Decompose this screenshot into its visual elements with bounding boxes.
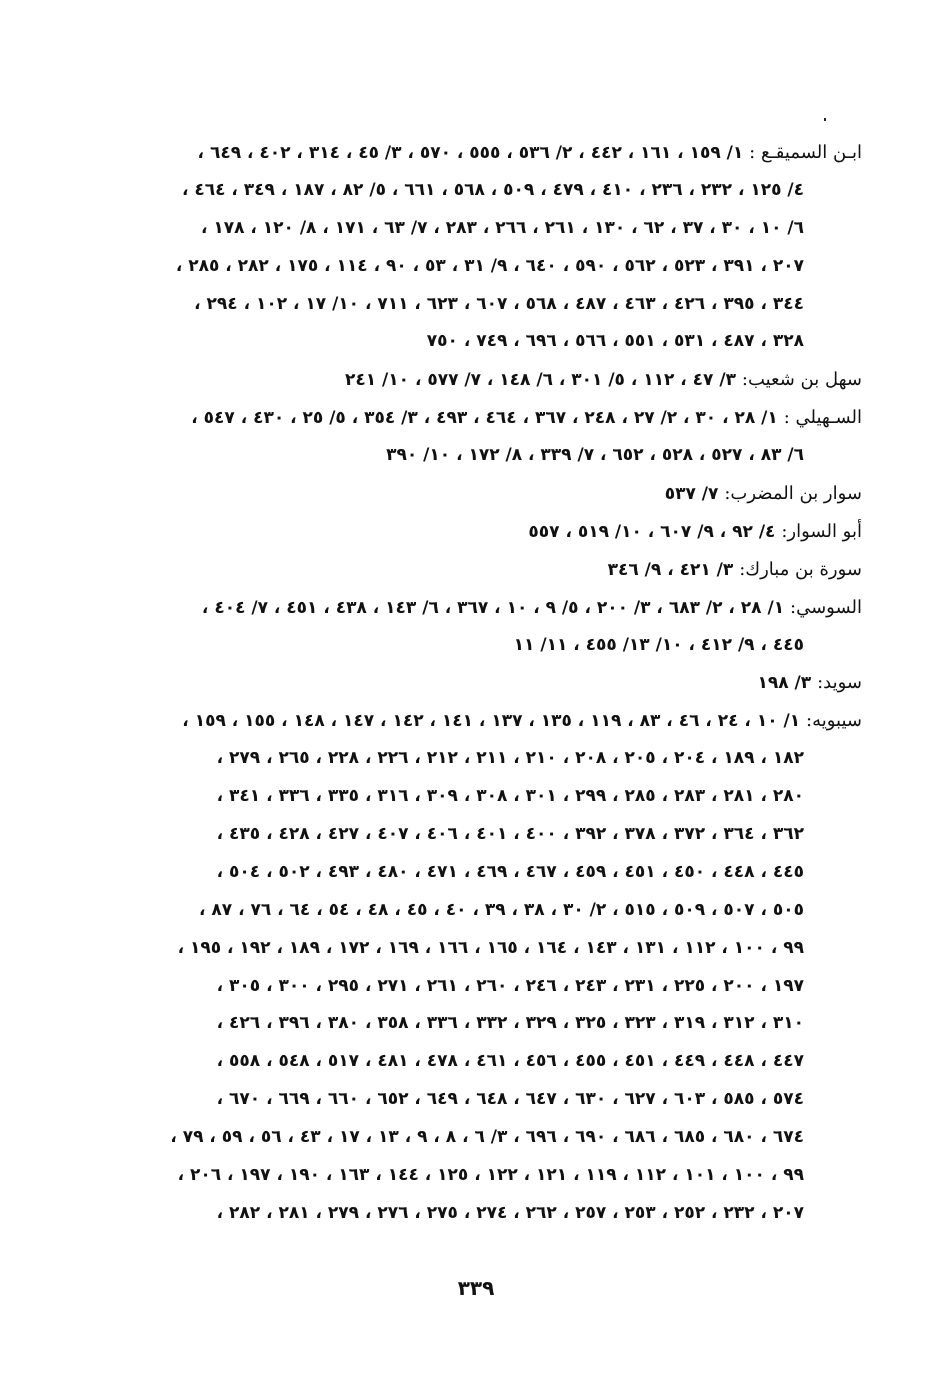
entry-head: سهل بن شعيب: [741,369,862,391]
entry-refs: ١/ ١٥٩ ، ١٦١ ، ٤٤٢ ، ٢/ ٥٣٦ ، ٥٥٥ ، ٥٧٠ ، ٣/ ٤٥ ، ٣١٤ ، ٤٠٢ ، ٦٤٩ ، [197,143,744,163]
index-entry-line [114,513,862,551]
entry-refs: ٤٤٥ ، ٤٤٨ ، ٤٥٠ ، ٤٥١ ، ٤٥٩ ، ٤٦٧ ، ٤٦٩ ، ٤٧١ ، ٤٨٠ ، ٤٩٣ ، ٥٠٢ ، ٥٠٤ ، [216,861,804,882]
entry-refs: ٣/ ٤٢١ ، ٩/ ٣٤٦ [607,559,734,580]
entry-refs: ٢٨٠ ، ٢٨١ ، ٢٨٣ ، ٢٨٥ ، ٢٩٩ ، ٣٠١ ، ٣٠٨ ، ٣٠٩ ، ٣١٦ ، ٣٣٥ ، ٣٣٦ ، ٣٤١ ، [216,786,804,807]
entry-head: سورة بن مبارك: [739,558,862,580]
index-entry-line [114,399,862,437]
index-entry-line [114,627,862,665]
entry-refs: ٧/ ٥٣٧ [664,484,719,505]
entry-head: ابـن السميقـع : [749,142,862,163]
entry-refs: ٩٩ ، ١٠٠ ، ١٠١ ، ١١٢ ، ١١٩ ، ١٢١ ، ١٢٢ ، ١٢٥ ، ١٤٤ ، ١٦٣ ، ١٩٠ ، ١٩٧ ، ٢٠٦ ، [177,1165,804,1186]
entry-refs: ٣/ ٤٧ ، ١١٢ ، ٥/ ٣٠١ ، ٦/ ١٤٨ ، ٧/ ٥٧٧ ، ١٠/ ٢٤١ [344,370,736,391]
index-entry-line [114,286,862,324]
index-entry-line [114,323,862,361]
entry-head: السوسي: [790,596,862,618]
entry-head: السـهيلي : [783,407,862,429]
index-entry-line [114,854,862,892]
entry-refs: ٢٠٧ ، ٣٩١ ، ٥٢٣ ، ٥٦٢ ، ٥٩٠ ، ٦٤٠ ، ٩/ ٣١ ، ٥٣ ، ٩٠ ، ١١٤ ، ١٧٥ ، ٢٨٢ ، ٢٨٥ ، [175,255,804,276]
index-entry-line [114,892,862,930]
index-entry-line [114,551,862,589]
entry-refs: ٤/ ٩٢ ، ٩/ ٦٠٧ ، ١٠/ ٥١٩ ، ٥٥٧ [528,521,776,542]
entry-refs: ٦٧٤ ، ٦٨٠ ، ٦٨٥ ، ٦٨٦ ، ٦٩٠ ، ٦٩٦ ، ٣/ ٦ ، ٨ ، ٩ ، ١٣ ، ١٧ ، ٤٣ ، ٥٦ ، ٥٩ ، ٧٩ ، [170,1127,804,1148]
entry-refs: ٢٠٧ ، ٢٣٢ ، ٢٥٢ ، ٢٥٣ ، ٢٥٧ ، ٢٦٢ ، ٢٧٤ ، ٢٧٥ ، ٢٧٦ ، ٢٧٩ ، ٢٨١ ، ٢٨٢ ، [216,1202,804,1223]
index-entry-line [114,930,862,968]
index-entry-line [114,248,862,286]
entry-refs: ١/ ٢٨ ، ٢/ ٦٨٣ ، ٣/ ٢٠٠ ، ٥/ ٩ ، ١٠ ، ٣٦٧ ، ٦/ ١٤٣ ، ٤٣٨ ، ٤٥١ ، ٧/ ٤٠٤ ، [201,597,785,618]
index-entry-line [114,1119,862,1157]
entry-refs: ٣١٠ ، ٣١٢ ، ٣١٩ ، ٣٢٣ ، ٣٢٥ ، ٣٢٩ ، ٣٣٢ ، ٣٣٦ ، ٣٥٨ ، ٣٨٠ ، ٣٩٦ ، ٤٢٦ ، [216,1013,804,1034]
ink-speck [824,118,826,121]
index-entry-line [114,1005,862,1043]
entry-head: أبو السوار: [781,520,862,542]
index-entry-line [114,1195,862,1233]
index-entry-line [114,968,862,1006]
entry-refs: ٥٧٤ ، ٥٨٥ ، ٦٠٣ ، ٦٢٧ ، ٦٣٠ ، ٦٤٧ ، ٦٤٨ ، ٦٤٩ ، ٦٥٢ ، ٦٦٠ ، ٦٦٩ ، ٦٧٠ ، [216,1089,804,1110]
entry-refs: ١٨٢ ، ١٨٩ ، ٢٠٤ ، ٢٠٥ ، ٢٠٨ ، ٢١٠ ، ٢١١ ، ٢١٢ ، ٢٢٦ ، ٢٢٨ ، ٢٦٥ ، ٢٧٩ ، [216,748,804,769]
entry-head: سوار بن المضرب: [724,483,862,505]
entry-refs: ٣/ ١٩٨ [757,673,812,694]
index-entry-line [114,740,862,778]
entry-refs: ٦/ ١٠ ، ٣٠ ، ٣٧ ، ٦٢ ، ١٣٠ ، ٢٦١ ، ٢٦٦ ، ٢٨٣ ، ٧/ ٦٣ ، ١٧١ ، ٨/ ١٢٠ ، ١٧٨ ، [200,217,804,238]
entry-refs: ٤٤٥ ، ٩/ ٤١٢ ، ١٠/ ١٣/ ٤٥٥ ، ١١/ ١١ [513,634,804,655]
index-entry-line [114,778,862,816]
entry-refs: ١/ ٢٨ ، ٣٠ ، ٢/ ٢٧ ، ٢٤٨ ، ٣٦٧ ، ٤٦٤ ، ٤٩٣ ، ٣/ ٣٥٤ ، ٥/ ٢٥ ، ٤٣٠ ، ٥٤٧ ، [191,408,778,429]
entry-head: سويد: [817,672,862,694]
index-entry-line [114,816,862,854]
page-number: ٣٣٩ [457,1276,495,1300]
index-entry-line [114,702,862,740]
entry-refs: ٣٦٢ ، ٣٦٤ ، ٣٧٢ ، ٣٧٨ ، ٣٩٢ ، ٤٠٠ ، ٤٠١ ، ٤٠٦ ، ٤٠٧ ، ٤٢٧ ، ٤٢٨ ، ٤٣٥ ، [216,824,804,845]
index-entry-line [114,210,862,248]
entry-refs: ٣٤٤ ، ٣٩٥ ، ٤٢٦ ، ٤٦٣ ، ٤٨٧ ، ٥٦٨ ، ٦٠٧ ، ٦٢٣ ، ٧١١ ، ١٠/ ١٧ ، ١٠٢ ، ٢٩٤ ، [194,293,804,314]
entry-refs: ٣٢٨ ، ٤٨٧ ، ٥٣١ ، ٥٥١ ، ٥٦٦ ، ٦٩٦ ، ٧٤٩ ، ٧٥٠ [426,331,804,352]
index-entry-line [114,1043,862,1081]
index-entry-line [114,134,862,172]
index-entry-line [114,172,862,210]
entry-refs: ٤٤٧ ، ٤٤٨ ، ٤٤٩ ، ٤٥١ ، ٤٥٥ ، ٤٥٦ ، ٤٦١ ، ٤٧٨ ، ٤٨١ ، ٥١٧ ، ٥٤٨ ، ٥٥٨ ، [216,1051,804,1072]
entry-refs: ٥٠٥ ، ٥٠٧ ، ٥٠٩ ، ٥١٥ ، ٢/ ٣٠ ، ٣٨ ، ٣٩ ، ٤٠ ، ٤٥ ، ٤٨ ، ٥٤ ، ٦٤ ، ٧٦ ، ٨٧ ، [199,899,804,920]
index-entry-line [114,361,862,399]
entry-refs: ٤/ ١٢٥ ، ٢٣٢ ، ٢٣٦ ، ٤١٠ ، ٤٧٩ ، ٥٠٩ ، ٥٦٨ ، ٦٦١ ، ٥/ ٨٢ ، ١٨٧ ، ٣٤٩ ، ٤٦٤ ، [181,179,804,200]
entry-refs: ٦/ ٨٣ ، ٥٢٧ ، ٥٢٨ ، ٦٥٢ ، ٧/ ٣٣٩ ، ٨/ ١٧٢ ، ١٠/ ٣٩٠ [386,445,804,466]
entry-head: سيبويه: [806,710,862,732]
index-entries [114,134,862,1233]
index-entry-line [114,475,862,513]
index-entry-line [114,664,862,702]
index-entry-line [114,1081,862,1119]
index-entry-line [114,589,862,627]
entry-refs: ١٩٧ ، ٢٠٠ ، ٢٢٥ ، ٢٣١ ، ٢٤٣ ، ٢٤٦ ، ٢٦٠ ، ٢٦١ ، ٢٧١ ، ٢٩٥ ، ٣٠٠ ، ٣٠٥ ، [216,975,804,996]
entry-refs: ١/ ١٠ ، ٢٤ ، ٤٦ ، ٨٣ ، ١١٩ ، ١٣٥ ، ١٣٧ ، ١٤١ ، ١٤٢ ، ١٤٧ ، ١٤٨ ، ١٥٥ ، ١٥٩ ، [182,711,801,732]
index-entry-line [114,1157,862,1195]
index-entry-line [114,437,862,475]
entry-refs: ٩٩ ، ١٠٠ ، ١١٢ ، ١٣١ ، ١٤٣ ، ١٦٤ ، ١٦٥ ، ١٦٦ ، ١٦٩ ، ١٧٢ ، ١٨٩ ، ١٩٢ ، ١٩٥ ، [177,937,804,958]
